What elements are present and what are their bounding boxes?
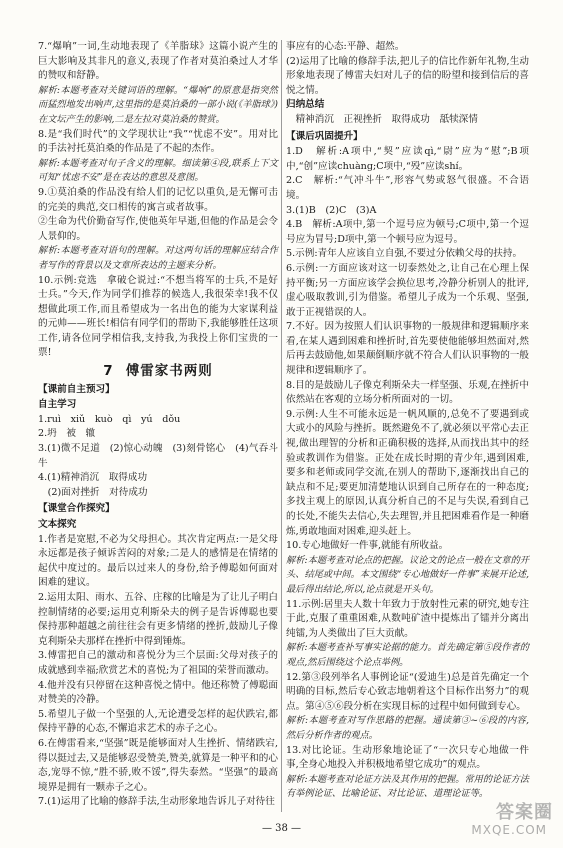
answer-paragraph: ②生命为代价勤奋写作,使他英年早逝,但他的作品是会令人景仰的。 [38, 216, 278, 242]
column-divider [281, 40, 282, 812]
answer-paragraph: 13.对比论证。生动形象地论证了“一次只专心地做一件事,全身心地投入并积极地希望它成功”的观点。 [286, 744, 529, 771]
answer-paragraph: 12.第③段列举名人事例论证“(爱迪生)总是首先确定一个明确的目标,然后专心致志地朝着这个目标作出努力”的观点。第④⑤⑥段分析在实现目标的过程中如何做到专心。 [286, 671, 529, 712]
answer-paragraph: 3.(1)B (2)C (3)A [286, 204, 377, 216]
answer-paragraph: (2)运用了比喻的修辞手法,把儿子的信比作新年礼物,生动形象地表现了傅雷夫妇对儿子的信的盼望和接到信后的喜悦之情。 [286, 55, 529, 96]
answer-paragraph: 7.不好。因为按照人们认识事物的一般规律和逻辑顺序来看,在某人遇到困难和挫折时,首先要使他能够坦然面对,然后再去鼓励他,如果颠倒顺序就不符合人们认识事物的一般规律和逻辑顺序了。 [286, 321, 529, 377]
answer-paragraph: 5.希望儿子做一个坚强的人,无论遭受怎样的起伏跌宕,都保持平静的心态,不懈追求艺术的赤子之心。 [38, 708, 278, 735]
analysis-note: 解析:本题考查对句子含义的理解。细读第④段,联系上下文可知“忧虑不安”是在表达的意思及意图。 [38, 157, 278, 184]
analysis-note: 解析:本题考查对写作思路的把握。通读第③~⑥段的内容,然后分析作者的观点。 [286, 715, 529, 741]
answer-paragraph: 2.C 解析:“气冲斗牛”,形容气势或怒气很盛。不合语境。 [286, 175, 529, 201]
analysis-note: 解析:本题考查对关键词语的理解。“爆响”的原意是指突然而猛烈地发出响声,这里指的是莫泊桑的一部小说(《羊脂球》)在文坛产生的影响,二是左拉对莫泊桑的赞赏。 [38, 84, 278, 125]
answer-paragraph: 事应有的心态:平静、超然。 [286, 41, 405, 52]
chapter-title [38, 364, 278, 379]
answer-paragraph: 1.作者是宽慰,不必为父母担心。其次肯定两点:一是父母永远都是孩子倾诉苦闷的对象;二是人的感情是在情绪的起伏中度过的。最后以过来人的身份,给予傅聪如何面对困难的建议。 [38, 533, 278, 589]
answer-paragraph: (2)面对挫折 对待成功 [38, 486, 148, 498]
answer-paragraph: 7.“爆响”一词,生动地表现了《羊脂球》这篇小说产生的巨大影响及其非凡的意义,表现了作者对莫泊桑过人才华的赞叹和舒静。 [38, 41, 278, 82]
right-column [286, 40, 529, 802]
answer-paragraph: 8.是“我们时代”的文学现状让“我”“忧虑不安”。用对比的手法衬托莫泊桑的作品是了不起的杰作。 [38, 128, 278, 155]
analysis-note: 解析:本题考查对论证方法及其作用的把握。常用的论证方法有举例论证、比喻论证、对比论证、道理论证等。 [286, 773, 529, 800]
answer-paragraph: 6.示例:一方面应该对这一切泰然处之,让自己在心理上保持平衡;另一方面应该学会换位思考,冷静分析别人的批评,虚心吸取教训,引为借鉴。希望儿子成为一个乐观、坚强,敢于正视错误的人。 [286, 262, 529, 318]
answer-paragraph: 精神消沉 正视挫折 取得成功 舐犊深情 [286, 113, 478, 125]
left-column [38, 40, 278, 810]
subsection-heading: 文本探究 [38, 519, 77, 530]
watermark-url: MXQE.COM [471, 823, 547, 837]
answer-paragraph: 1.D 解析:A项中,“契”应读qì,“尉”应为“慰”;B项中,“创”应读chuàng;C项中,“殁”应读shí。 [286, 146, 529, 172]
answer-paragraph: 2.坍 被 辙 [38, 428, 96, 440]
answer-paragraph: 9.示例:人生不可能永远是一帆风顺的,总免不了要遇到或大或小的风险与挫折。既然避免不了,就必须以平常心去正视,做出理智的分析和正确积极的选择,从而找出其中的经验或教训作为借鉴。正处在成长时期的青少年,遇到困难,要多和老师或同学交流,在别人的帮助下,逐渐找出自己的缺点和不足;要更加清楚地认识到自己所存在的一种态度;多找主观上的原因,认真分析自己的不足与失误,看到自己的长处,不能失去信心,失去理智,并且把困难看作是一种磨炼,勇敢地面对困难,迎头赶上。 [286, 408, 529, 537]
answer-paragraph: 10.示例:竞选 拿破仑说过:“不想当将军的士兵,不是好士兵。”今天,作为同学们推荐的候选人,我很荣幸!我不仅想做此项工作,而且希望成为一名出色的能为大家谋利益的元帅——班长!相信有同学们的帮助下,我能够胜任这项工作,请各位同学相信我,支持我,为我投上你们宝贵的一票! [38, 274, 278, 359]
answer-paragraph: 6.在傅雷看来,“坚强”既是能够面对人生挫折、情绪跌宕,得以挺过去,又是能够忍受赞美,赞美,就算是一种平和的心态,宠辱不惊,“胜不骄,败不馁”,得失泰然。“坚强”的最高境界是拥有一颗赤子之心。 [38, 737, 278, 793]
section-heading: 【课堂合作探究】 [38, 503, 115, 515]
section-heading: 【课前自主预习】 [38, 383, 115, 395]
section-heading: 【课后巩固提升】 [286, 130, 363, 142]
analysis-note: 解析:本题考查对论点的把握。议论文的论点一般在文章的开头、结尾或中间。本文围绕“专心地做好一件事”来展开论述,最后得出结论,所以,论点就是开头句。 [286, 554, 529, 595]
page-number: — 38 — [261, 823, 302, 834]
subsection-heading: 自主学习 [38, 399, 77, 411]
answer-paragraph: 5.示例:青年人应该自立自强,不要过分依赖父母的扶持。 [286, 248, 523, 260]
chapter-name: 傅雷家书两则 [125, 363, 213, 380]
subsection-heading: 归纳总结 [286, 99, 325, 111]
answer-paragraph: 3.(1)微不足道 (2)惊心动魄 (3)刻骨铭心 (4)气吞斗牛 [38, 443, 278, 469]
answer-paragraph: 2.运用太阳、雨水、五谷、庄稼的比喻是为了让儿子明白控制情绪的必要;运用克利斯朵夫的例子是告诉傅聪也要保持那种超越之前往往会有更多情绪的挫折,鼓励儿子像克利斯朵夫那样在挫折中得到锤炼。 [38, 591, 278, 647]
answer-paragraph: 9.①莫泊桑的作品没有给人们的记忆以重负,是无懈可击的完美的典范,交口相传的寓言或者故事。 [38, 186, 278, 213]
answer-paragraph: 8.目的是鼓励儿子像克利斯朵夫一样坚强、乐观,在挫折中依然站在客观的立场分析所面对的一切。 [286, 379, 529, 406]
chapter-number: 7 [103, 363, 114, 380]
answer-paragraph: 11.示例:居里夫人数十年致力于放射性元素的研究,她专注于此,克服了重重困难,从数吨矿渣中提炼出了镭并分离出纯镭,为人类做出了巨大贡献。 [286, 598, 529, 639]
answer-paragraph: 10.专心地做好一件事,就能有所收益。 [286, 540, 449, 552]
analysis-note: 解析:本题考查对语句的理解。对这两句话的理解应结合作者写作的背景以及文章所表达的主题来分析。 [38, 245, 278, 271]
answer-paragraph: 4.B 解析:A项中,第一个逗号应为顿号;C项中,第一个逗号应为冒号;D项中,第一个顿号应为逗号。 [286, 219, 529, 245]
answer-paragraph: 4.(1)精神消沉 取得成功 [38, 472, 148, 484]
answer-paragraph: 7.(1)运用了比喻的修辞手法,生动形象地告诉儿子对待往 [38, 796, 275, 808]
analysis-note: 解析:本题考查补写事实论据的能力。首先确定第⑤段作者的观点,然后围绕这个论点举例。 [286, 642, 529, 668]
answer-paragraph: 1.ruì xiǔ kuò qì yú dǒu [38, 413, 181, 425]
answer-paragraph: 3.傅雷把自己的激动和喜悦分为三个层面:父母对孩子的成就感到幸福;欣赏艺术的喜悦;为了祖国的荣誉而激动。 [38, 650, 278, 676]
watermark-logo: 答案圈 [496, 802, 553, 823]
answer-paragraph: 4.他并没有只停留在这种喜悦之情中。他还称赞了傅聪面对赞美的冷静。 [38, 679, 278, 706]
